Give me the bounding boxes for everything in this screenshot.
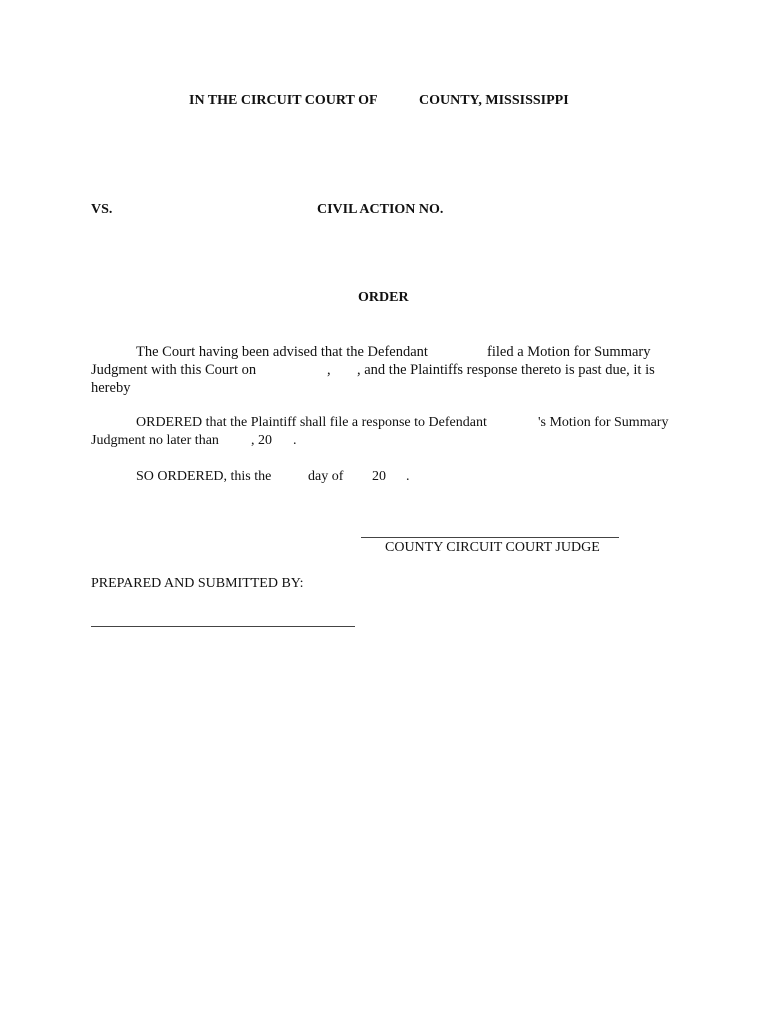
paragraph-text: , [327,362,331,378]
paragraph-text: hereby [91,380,131,396]
court-heading-suffix: COUNTY, MISSISSIPPI [419,93,569,108]
court-heading-prefix: IN THE CIRCUIT COURT OF [189,93,378,108]
paragraph-text: , and the Plaintiffs response thereto is past due, it is [357,362,655,378]
prepared-by-label: PREPARED AND SUBMITTED BY: [91,576,304,591]
paragraph-text: filed a Motion for Summary [487,344,651,360]
paragraph-text: . [293,433,297,448]
so-ordered-text: 20 [372,469,386,484]
versus-label: VS. [91,202,113,217]
preparer-signature-line [91,626,355,627]
judge-signature-label: COUNTY CIRCUIT COURT JUDGE [385,540,600,555]
paragraph-text: Judgment with this Court on [91,362,257,378]
paragraph-text: 's Motion for Summary [538,415,669,430]
paragraph-text: Judgment no later than [91,433,219,448]
document-title: ORDER [358,290,409,305]
paragraph-text: , 20 [251,433,272,448]
so-ordered-text: . [406,469,410,484]
judge-signature-line [361,537,619,538]
so-ordered-text: day of [308,469,344,484]
paragraph-text: The Court having been advised that the Defendant [136,344,428,360]
paragraph-text: ORDERED that the Plaintiff shall file a response to Defendant [136,415,487,430]
civil-action-label: CIVIL ACTION NO. [317,202,444,217]
so-ordered-text: SO ORDERED, this the [136,469,272,484]
